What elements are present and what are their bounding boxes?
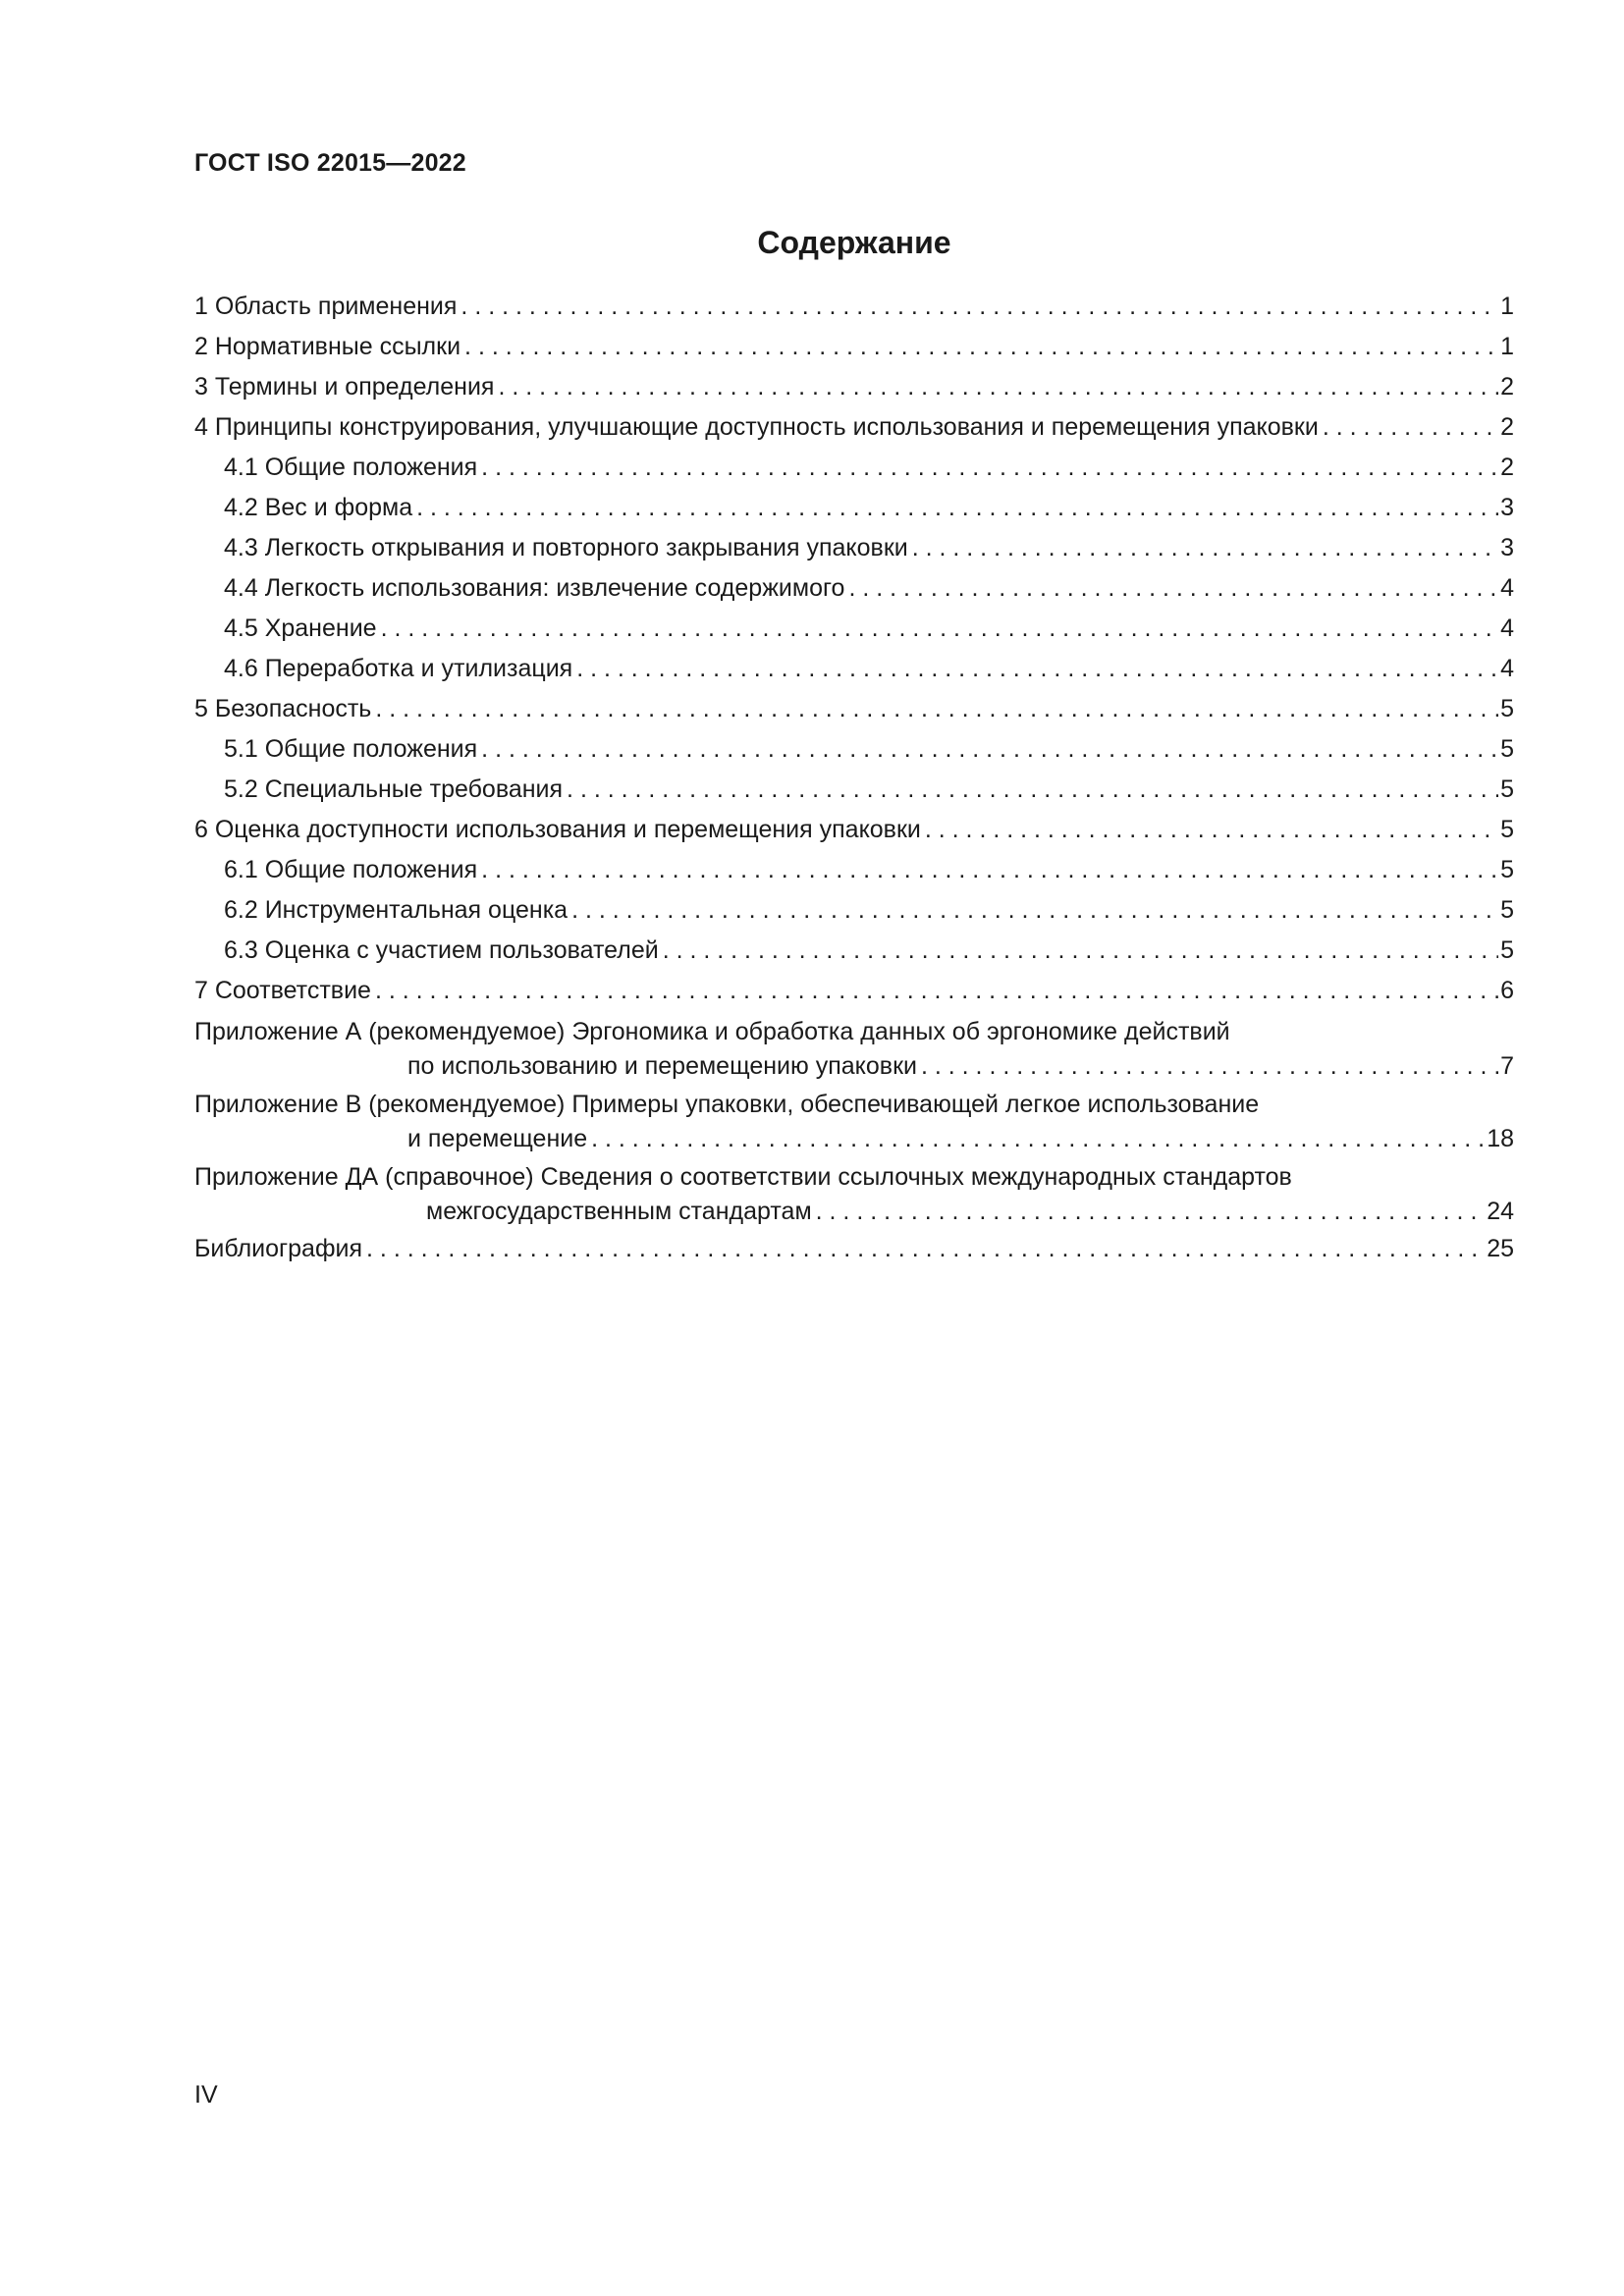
toc-entry-page: 4 xyxy=(1500,574,1514,602)
toc-entry-page: 3 xyxy=(1500,534,1514,561)
toc-entry-page: 25 xyxy=(1487,1235,1514,1262)
toc-entry-page: 1 xyxy=(1500,293,1514,320)
toc-entry-label: 6.1 Общие положения xyxy=(224,856,478,883)
toc-entry-4-6[interactable] xyxy=(194,649,1514,689)
document-header: ГОСТ ISO 22015—2022 xyxy=(194,149,466,177)
toc-entry-label: 5 Безопасность xyxy=(194,695,372,722)
dot-leader xyxy=(571,890,1498,931)
dot-leader xyxy=(416,488,1498,528)
dot-leader xyxy=(576,649,1498,689)
toc-entry-4-5[interactable] xyxy=(194,609,1514,649)
toc-entry-5-1[interactable] xyxy=(194,729,1514,770)
toc-entry-2[interactable] xyxy=(194,327,1514,367)
toc-entry-label: 6 Оценка доступности использования и перемещения упаковки xyxy=(194,816,921,843)
toc-entry-page: 18 xyxy=(1487,1125,1514,1152)
toc-entry-page: 5 xyxy=(1500,936,1514,964)
dot-leader xyxy=(375,689,1498,729)
toc-entry-label: Библиография xyxy=(194,1235,363,1262)
toc-annex-continuation xyxy=(194,1121,1514,1156)
toc-entry-page: 5 xyxy=(1500,896,1514,924)
toc-entry-page: 5 xyxy=(1500,775,1514,803)
toc-entry-label: 4.6 Переработка и утилизация xyxy=(224,655,573,682)
dot-leader xyxy=(481,850,1498,890)
toc-entry-label: 5.2 Специальные требования xyxy=(224,775,564,803)
toc-entry-label: 7 Соответствие xyxy=(194,977,371,1004)
toc-entry-6-1[interactable] xyxy=(194,850,1514,890)
dot-leader xyxy=(460,287,1498,327)
dot-leader xyxy=(591,1121,1485,1156)
toc-entry-label: 5.1 Общие положения xyxy=(224,735,478,763)
table-of-contents xyxy=(194,287,1514,1269)
toc-annex-title: Приложение ДА (справочное) Сведения о соответствии ссылочных международных стандартов xyxy=(194,1163,1292,1191)
page-number: IV xyxy=(194,2081,218,2109)
toc-entry-page: 5 xyxy=(1500,816,1514,843)
toc-entry-4-4[interactable] xyxy=(194,568,1514,609)
dot-leader xyxy=(498,367,1498,407)
toc-entry-page: 4 xyxy=(1500,614,1514,642)
dot-leader xyxy=(481,729,1498,770)
toc-entry-label: по использованию и перемещению упаковки xyxy=(407,1052,917,1080)
toc-entry-page: 2 xyxy=(1500,413,1514,441)
toc-entry-4-2[interactable] xyxy=(194,488,1514,528)
toc-entry-3[interactable] xyxy=(194,367,1514,407)
toc-entry-label: 1 Область применения xyxy=(194,293,458,320)
dot-leader xyxy=(366,1229,1485,1269)
toc-entry-4-1[interactable] xyxy=(194,448,1514,488)
toc-entry-label: 4.3 Легкость открывания и повторного закрывания упаковки xyxy=(224,534,908,561)
toc-entry-label: 2 Нормативные ссылки xyxy=(194,333,461,360)
toc-entry-6-2[interactable] xyxy=(194,890,1514,931)
toc-entry-label: 6.2 Инструментальная оценка xyxy=(224,896,568,924)
dot-leader xyxy=(848,568,1498,609)
toc-entry-page: 6 xyxy=(1500,977,1514,1004)
toc-entry-page: 2 xyxy=(1500,373,1514,400)
toc-annex-continuation xyxy=(194,1194,1514,1229)
toc-title: Содержание xyxy=(757,225,951,260)
toc-entry-1[interactable] xyxy=(194,287,1514,327)
toc-annex-title: Приложение В (рекомендуемое) Примеры упаковки, обеспечивающей легкое использование xyxy=(194,1091,1260,1118)
toc-entry-label: межгосударственным стандартам xyxy=(426,1198,812,1225)
dot-leader xyxy=(925,810,1498,850)
toc-entry-page: 5 xyxy=(1500,735,1514,763)
toc-entry-page: 1 xyxy=(1500,333,1514,360)
toc-entry-label: 4.4 Легкость использования: извлечение содержимого xyxy=(224,574,845,602)
dot-leader xyxy=(1323,407,1498,448)
dot-leader xyxy=(816,1194,1486,1229)
toc-entry-6[interactable] xyxy=(194,810,1514,850)
toc-entry-page: 2 xyxy=(1500,454,1514,481)
dot-leader xyxy=(381,609,1499,649)
toc-entry-5[interactable] xyxy=(194,689,1514,729)
toc-annex-continuation xyxy=(194,1048,1514,1084)
toc-entry-label: 6.3 Оценка с участием пользователей xyxy=(224,936,659,964)
dot-leader xyxy=(464,327,1498,367)
toc-entry-page: 3 xyxy=(1500,494,1514,521)
toc-entry-page: 7 xyxy=(1500,1052,1514,1080)
toc-entry-4-3[interactable] xyxy=(194,528,1514,568)
toc-annex-a[interactable] xyxy=(194,1011,1514,1084)
toc-entry-label: и перемещение xyxy=(407,1125,588,1152)
toc-entry-7[interactable] xyxy=(194,971,1514,1011)
toc-entry-bibliography[interactable] xyxy=(194,1229,1514,1269)
toc-annex-b[interactable] xyxy=(194,1084,1514,1156)
dot-leader xyxy=(663,931,1498,971)
toc-entry-page: 5 xyxy=(1500,856,1514,883)
toc-entry-page: 5 xyxy=(1500,695,1514,722)
toc-entry-5-2[interactable] xyxy=(194,770,1514,810)
toc-annex-title: Приложение А (рекомендуемое) Эргономика и обработка данных об эргономике действий xyxy=(194,1018,1230,1045)
toc-entry-label: 4.2 Вес и форма xyxy=(224,494,413,521)
dot-leader xyxy=(912,528,1498,568)
toc-entry-4[interactable] xyxy=(194,407,1514,448)
toc-entry-label: 3 Термины и определения xyxy=(194,373,495,400)
toc-entry-label: 4 Принципы конструирования, улучшающие доступность использования и перемещения упаковки xyxy=(194,413,1319,441)
toc-entry-page: 24 xyxy=(1487,1198,1514,1225)
dot-leader xyxy=(375,971,1498,1011)
toc-entry-page: 4 xyxy=(1500,655,1514,682)
dot-leader xyxy=(481,448,1498,488)
toc-entry-label: 4.5 Хранение xyxy=(224,614,377,642)
toc-entry-6-3[interactable] xyxy=(194,931,1514,971)
dot-leader xyxy=(567,770,1498,810)
toc-entry-label: 4.1 Общие положения xyxy=(224,454,478,481)
dot-leader xyxy=(921,1048,1498,1084)
toc-annex-da[interactable] xyxy=(194,1156,1514,1229)
